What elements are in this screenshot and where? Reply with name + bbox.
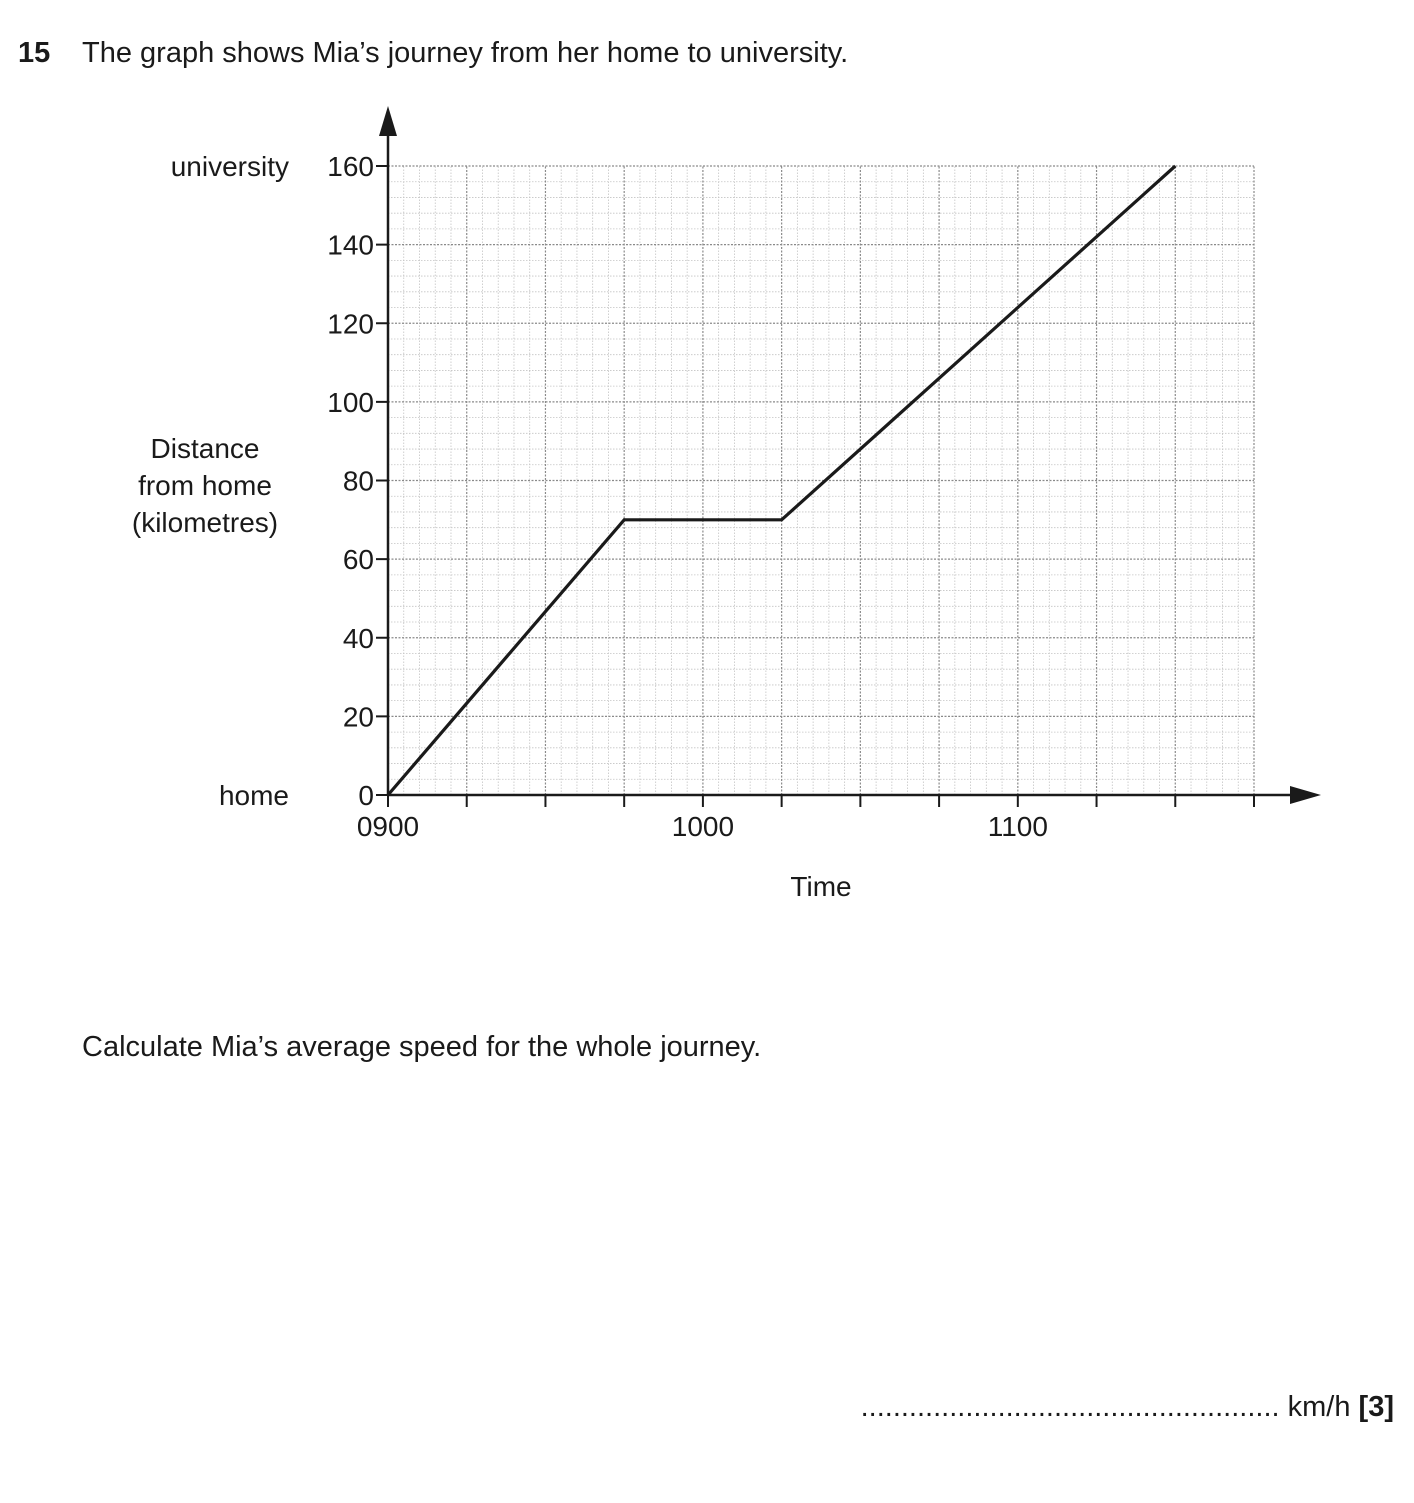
y-tick-label: 0 <box>358 780 374 811</box>
marks-label: [3] <box>1358 1391 1394 1423</box>
y-axis-arrow-icon <box>379 106 397 136</box>
question-text: The graph shows Mia’s journey from her home to university. <box>82 37 849 69</box>
y-tick-label: 40 <box>342 622 374 654</box>
y-annotation-label: home <box>218 780 289 811</box>
x-axis-title: Time <box>790 871 852 902</box>
y-tick-label: 120 <box>327 308 374 340</box>
y-tick-label: 60 <box>342 544 374 576</box>
question-number: 15 <box>18 37 51 69</box>
y-axis-title-line: (kilometres) <box>131 507 279 538</box>
x-tick-label: 0900 <box>356 811 420 842</box>
axis-ticks <box>376 166 1254 807</box>
question-prompt: Calculate Mia’s average speed for the whole journey. <box>82 1031 762 1063</box>
answer-unit: km/h <box>1287 1391 1351 1423</box>
x-axis-arrow-icon <box>1290 786 1321 804</box>
x-tick-label: 1000 <box>671 811 735 842</box>
answer-dots[interactable]: .................................................... <box>860 1391 1280 1423</box>
axis-labels <box>132 151 1048 902</box>
axes <box>379 106 1321 804</box>
y-axis-title-line: Distance <box>150 433 260 464</box>
answer-line <box>861 1390 1394 1424</box>
y-annotation-label: university <box>170 151 289 182</box>
y-tick-label: 80 <box>342 465 374 497</box>
x-tick-label: 1100 <box>987 811 1048 842</box>
y-tick-label: 160 <box>327 151 374 182</box>
y-tick-label: 100 <box>327 386 374 418</box>
y-axis-title-line: from home <box>138 470 272 501</box>
y-tick-label: 20 <box>342 701 374 733</box>
y-tick-label: 140 <box>327 229 374 261</box>
